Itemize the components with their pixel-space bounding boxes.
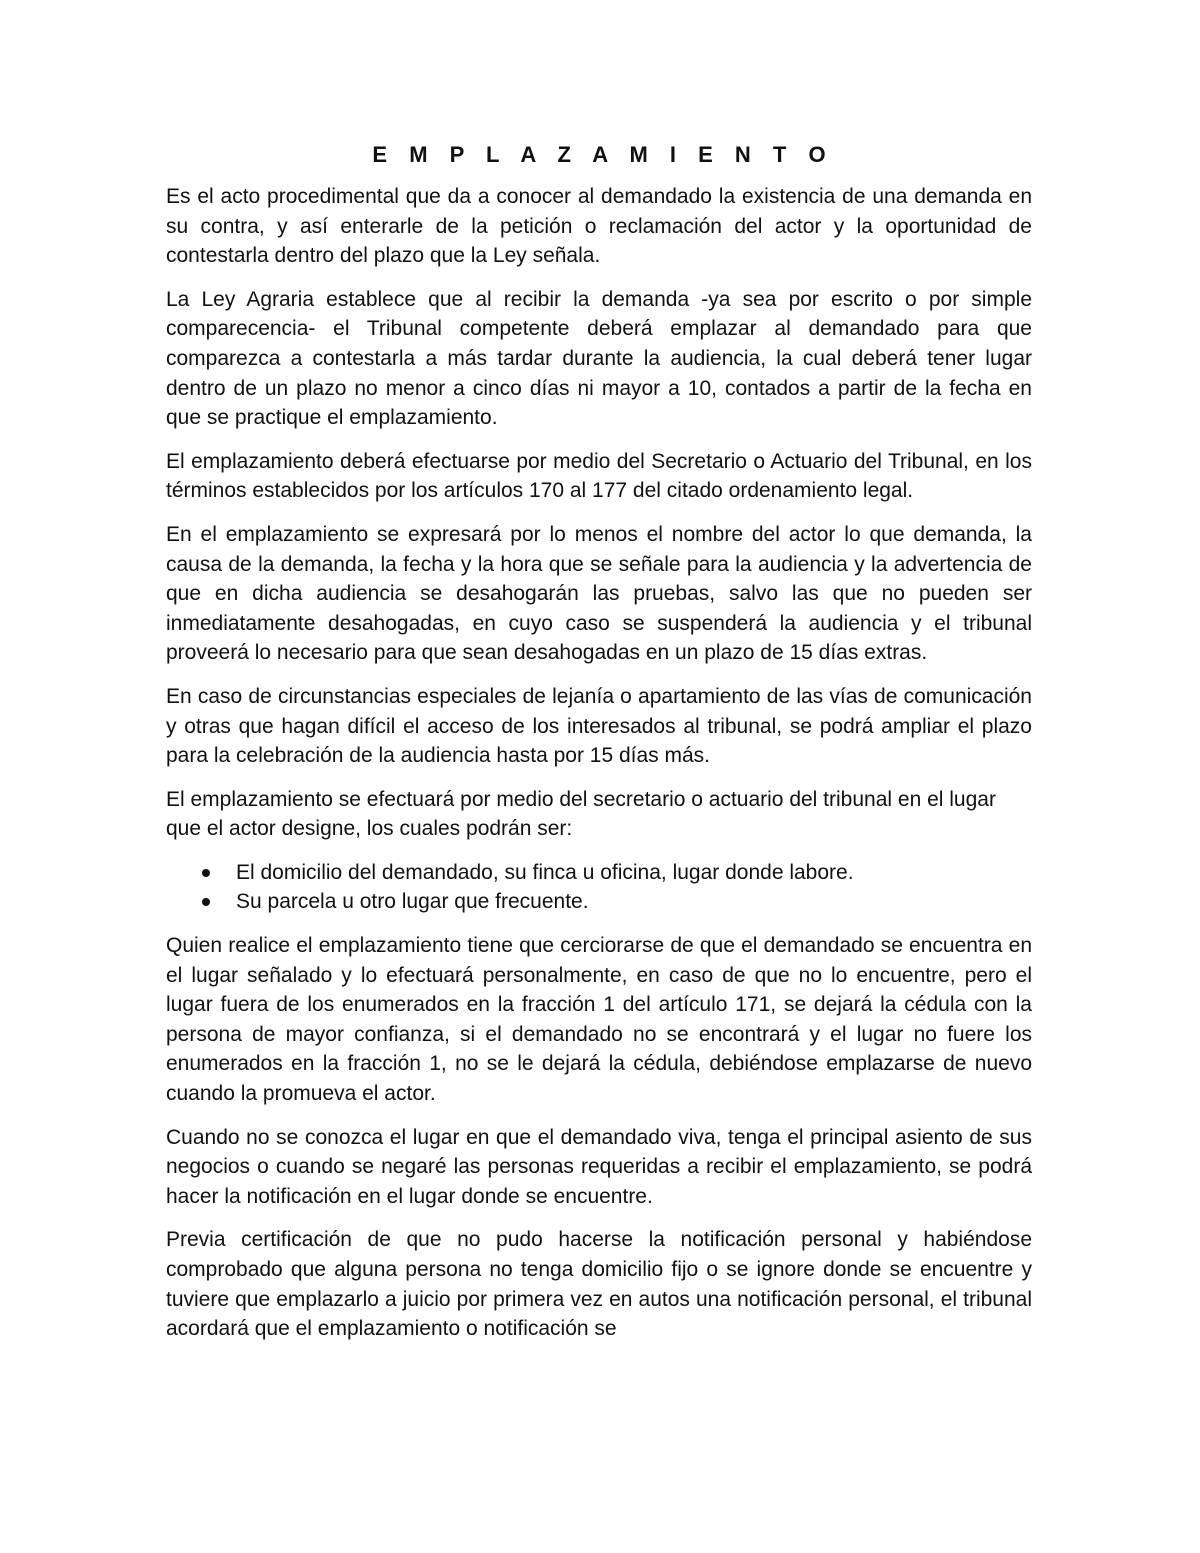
paragraph-lejania: En caso de circunstancias especiales de lejanía o apartamiento de las vías de comunicación y otras que hagan difícil el acceso de los interesados al tribunal, se podrá ampliar el plazo para la celebración de la audiencia hasta por 15 días más. xyxy=(166,684,1032,768)
paragraph-lugar: El emplazamiento se efectuará por medio del secretario o actuario del tribunal en el lugar que el actor designe, los cuales podrán ser: xyxy=(166,787,996,841)
paragraph-definition: Es el acto procedimental que da a conocer al demandado la existencia de una demanda en su contra, y así enterarle de la petición o reclamación del actor y la oportunidad de contestarla dentro del plazo que la Ley señala. xyxy=(166,185,1032,268)
document-title: E M P L A Z A M I E N T O xyxy=(372,142,834,167)
list-item-text: El domicilio del demandado, su finca u oficina, lugar donde labore. xyxy=(236,860,854,884)
paragraph-cerciorarse: Quien realice el emplazamiento tiene que cerciorarse de que el demandado se encuentra en el lugar señalado y lo efectuará personalmente, en caso de que no lo encuentre, pero el lugar fuera de los enumerados en la fracción 1 del artículo 171, se dejará la cédula con la persona de mayor confianza, si el demandado no se encontrará y el lugar no fuere los enumerados en la fracción 1, no se le dejará la cédula, debiéndose emplazarse de nuevo cuando la promueva el actor. xyxy=(166,934,1032,1106)
document-page xyxy=(166,140,1032,1358)
paragraph-no-se-conozca: Cuando no se conozca el lugar en que el demandado viva, tenga el principal asiento de sus negocios o cuando se negaré las personas requeridas a recibir el emplazamiento, se podrá hacer la notificación en el lugar donde se encuentre. xyxy=(166,1125,1032,1208)
paragraph-contenido: En el emplazamiento se expresará por lo menos el nombre del actor lo que demanda, la causa de la demanda, la fecha y la hora que se señale para la audiencia y la advertencia de que en dicha audiencia se desahogarán las pruebas, salvo las que no pueden ser inmediatamente desahogadas, en cuyo caso se suspenderá la audiencia y el tribunal proveerá lo necesario para que sean desahogadas en un plazo de 15 días extras. xyxy=(166,522,1032,665)
paragraph-previa-certificacion: Previa certificación de que no pudo hacerse la notificación personal y habiéndose comprobado que alguna persona no tenga domicilio fijo o se ignore donde se encuentre y tuviere que emplazarlo a juicio por primera vez en autos una notificación personal, el tribunal acordará que el emplazamiento o notificación se xyxy=(166,1228,1032,1341)
list-item xyxy=(166,887,1032,917)
paragraph-ley-agraria: La Ley Agraria establece que al recibir la demanda -ya sea por escrito o por simple comparecencia- el Tribunal competente deberá emplazar al demandado para que comparezca a contestarla a más tardar durante la audiencia, la cual deberá tener lugar dentro de un plazo no menor a cinco días ni mayor a 10, contados a partir de la fecha en que se practique el emplazamiento. xyxy=(166,287,1032,430)
list-item xyxy=(166,858,1032,888)
bullet-icon xyxy=(202,898,210,906)
list-item-text: Su parcela u otro lugar que frecuente. xyxy=(236,890,589,914)
paragraph-secretario: El emplazamiento deberá efectuarse por medio del Secretario o Actuario del Tribunal, en los términos establecidos por los artículos 170 al 177 del citado ordenamiento legal. xyxy=(166,449,1032,503)
bullet-icon xyxy=(202,869,210,877)
bullet-list xyxy=(166,858,1032,917)
